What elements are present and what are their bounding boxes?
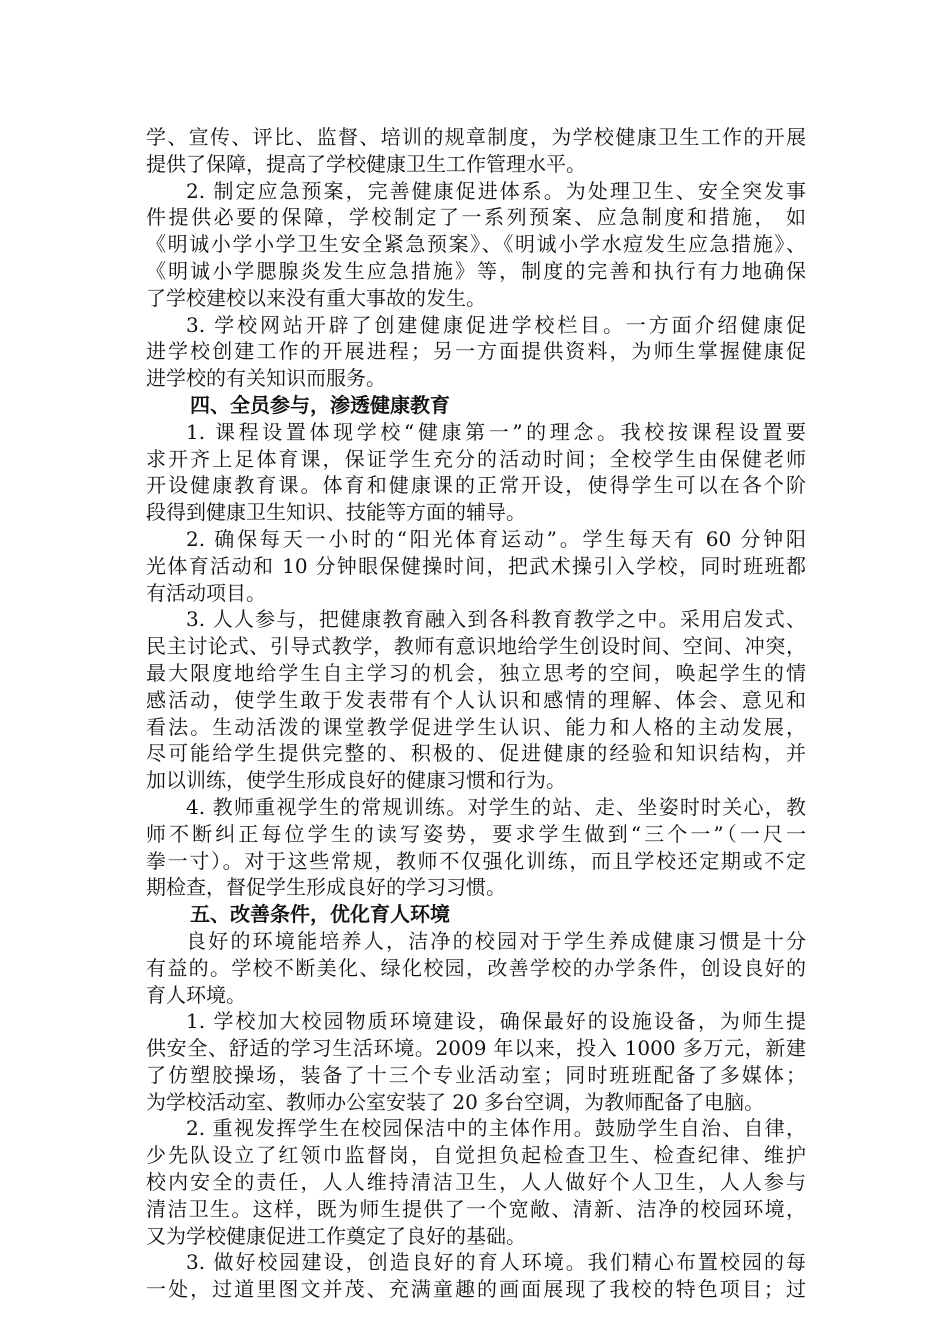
text-line: 又为学校健康促进工作奠定了良好的基础。 xyxy=(146,1223,526,1248)
text-line: 《明诚小学小学卫生安全紧急预案》、《明诚小学水痘发生应急措施》、 xyxy=(146,232,806,257)
text-line: 期检查，督促学生形成良好的学习习惯。 xyxy=(146,875,506,900)
text-line: 《明诚小学腮腺炎发生应急措施》等，制度的完善和执行有力地确保 xyxy=(146,258,806,283)
text-line: 清洁卫生。这样，既为师生提供了一个宽敞、清新、洁净的校园环境， xyxy=(146,1196,806,1221)
text-line: 提供了保障，提高了学校健康卫生工作管理水平。 xyxy=(146,151,586,176)
text-line: 2. 制定应急预案，完善健康促进体系。为处理卫生、安全突发事 xyxy=(186,178,806,203)
text-line: 开设健康教育课。体育和健康课的正常开设，使得学生可以在各个阶 xyxy=(146,473,806,498)
text-line: 校内安全的责任，人人维持清洁卫生，人人做好个人卫生，人人参与 xyxy=(146,1170,806,1195)
text-line: 加以训练，使学生形成良好的健康习惯和行为。 xyxy=(146,768,566,793)
text-line: 3. 学校网站开辟了创建健康促进学校栏目。一方面介绍健康促 xyxy=(186,312,806,337)
text-line: 一处，过道里图文并茂、充满童趣的画面展现了我校的特色项目；过 xyxy=(146,1277,806,1302)
text-line: 1. 课程设置体现学校“健康第一”的理念。我校按课程设置要 xyxy=(186,419,806,444)
text-line: 3. 做好校园建设，创造良好的育人环境。我们精心布置校园的每 xyxy=(186,1250,806,1275)
text-line: 尽可能给学生提供完整的、积极的、促进健康的经验和知识结构，并 xyxy=(146,741,806,766)
text-line: 民主讨论式、引导式教学，教师有意识地给学生创设时间、空间、冲突， xyxy=(146,634,806,659)
text-line: 4. 教师重视学生的常规训练。对学生的站、走、坐姿时时关心，教 xyxy=(186,794,806,819)
text-line: 了学校建校以来没有重大事故的发生。 xyxy=(146,285,486,310)
text-line: 育人环境。 xyxy=(146,982,246,1007)
text-line: 进学校的有关知识而服务。 xyxy=(146,366,386,391)
text-line: 为学校活动室、教师办公室安装了 20 多台空调，为教师配备了电脑。 xyxy=(146,1089,765,1114)
text-line: 2. 重视发挥学生在校园保洁中的主体作用。鼓励学生自治、自律， xyxy=(186,1116,806,1141)
text-line: 拳一寸）。对于这些常规，教师不仅强化训练，而且学校还定期或不定 xyxy=(146,848,806,873)
text-line: 供安全、舒适的学习生活环境。2009 年以来，投入 1000 多万元，新建 xyxy=(146,1036,806,1061)
text-line: 感活动，使学生敢于发表带有个人认识和感情的理解、体会、意见和 xyxy=(146,687,806,712)
text-line: 进学校创建工作的开展进程；另一方面提供资料，为师生掌握健康促 xyxy=(146,339,806,364)
text-line: 件提供必要的保障，学校制定了一系列预案、应急制度和措施， 如 xyxy=(146,205,806,230)
text-line: 看法。生动活泼的课堂教学促进学生认识、能力和人格的主动发展， xyxy=(146,714,806,739)
text-line: 段得到健康卫生知识、技能等方面的辅导。 xyxy=(146,500,526,525)
document-body xyxy=(146,124,806,1303)
text-line: 1. 学校加大校园物质环境建设，确保最好的设施设备，为师生提 xyxy=(186,1009,806,1034)
text-line: 最大限度地给学生自主学习的机会，独立思考的空间，唤起学生的情 xyxy=(146,660,806,685)
text-line: 师不断纠正每位学生的读写姿势，要求学生做到“三个一”（一尺一 xyxy=(146,821,806,846)
text-line: 有益的。学校不断美化、绿化校园，改善学校的办学条件，创设良好的 xyxy=(146,955,806,980)
text-line: 良好的环境能培养人，洁净的校园对于学生养成健康习惯是十分 xyxy=(186,928,806,953)
text-line: 2. 确保每天一小时的“阳光体育运动”。学生每天有 60 分钟阳 xyxy=(186,526,806,551)
text-line: 求开齐上足体育课，保证学生充分的活动时间；全校学生由保健老师 xyxy=(146,446,806,471)
text-line: 光体育活动和 10 分钟眼保健操时间，把武术操引入学校，同时班班都 xyxy=(146,553,806,578)
text-line: 少先队设立了红领巾监督岗，自觉担负起检查卫生、检查纪律、维护 xyxy=(146,1143,806,1168)
section-heading: 四、全员参与，渗透健康教育 xyxy=(190,392,450,417)
text-line: 有活动项目。 xyxy=(146,580,266,605)
text-line: 3. 人人参与，把健康教育融入到各科教育教学之中。采用启发式、 xyxy=(186,607,806,632)
section-heading: 五、改善条件，优化育人环境 xyxy=(190,902,450,927)
text-line: 学、宣传、评比、监督、培训的规章制度，为学校健康卫生工作的开展 xyxy=(146,125,806,149)
text-line: 了仿塑胶操场，装备了十三个专业活动室；同时班班配备了多媒体； xyxy=(146,1062,806,1087)
